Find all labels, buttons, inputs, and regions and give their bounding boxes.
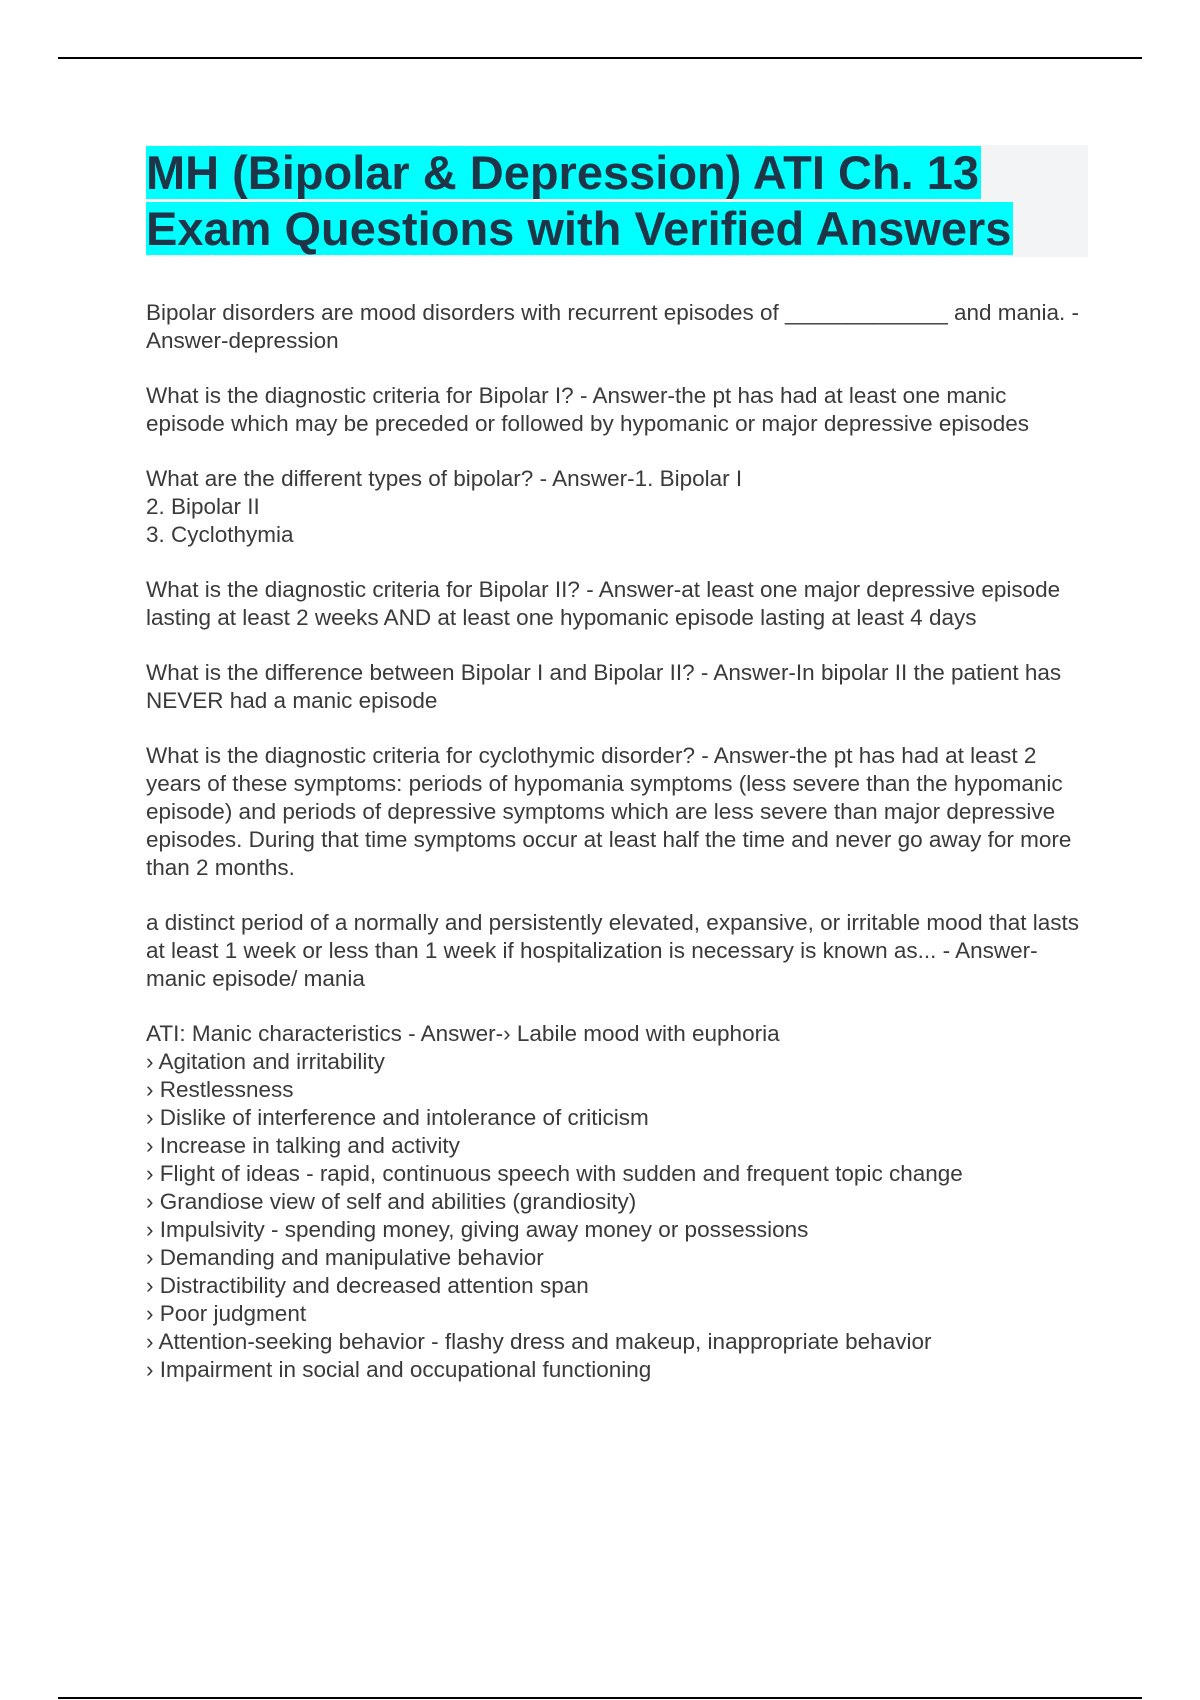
manic-characteristics (146, 1020, 1088, 1384)
manic-line: › Dislike of interference and intolerance of criticism (146, 1105, 649, 1130)
title-line-1: MH (Bipolar & Depression) ATI Ch. 13 (146, 146, 980, 199)
manic-line: › Flight of ideas - rapid, continuous speech with sudden and frequent topic change (146, 1161, 963, 1186)
document-body (146, 145, 1088, 1384)
top-rule (58, 57, 1142, 59)
manic-line: › Agitation and irritability (146, 1049, 385, 1074)
document-title (146, 145, 1088, 257)
title-line-2: Exam Questions with Verified Answers (146, 202, 1012, 255)
qa-item: What is the difference between Bipolar I and Bipolar II? - Answer-In bipolar II the patient has NEVER had a manic episode (146, 660, 1062, 713)
qa-item: What are the different types of bipolar? - Answer-1. Bipolar I 2. Bipolar II 3. Cyclothymia (146, 466, 743, 547)
manic-line: › Poor judgment (146, 1301, 307, 1326)
manic-line: › Increase in talking and activity (146, 1133, 460, 1158)
manic-line: › Attention-seeking behavior - flashy dress and makeup, inappropriate behavior (146, 1329, 932, 1354)
qa-item: Bipolar disorders are mood disorders with recurrent episodes of _____________ and mania. - Answer-depression (146, 300, 1080, 353)
qa-item: a distinct period of a normally and persistently elevated, expansive, or irritable mood that lasts at least 1 week or less than 1 week if hospitalization is necessary is known as... - Answer-manic episode/ mania (146, 910, 1079, 991)
manic-lead: ATI: Manic characteristics - Answer-› Labile mood with euphoria (146, 1021, 780, 1046)
manic-line: › Demanding and manipulative behavior (146, 1245, 544, 1270)
manic-line: › Grandiose view of self and abilities (grandiosity) (146, 1189, 637, 1214)
qa-item: What is the diagnostic criteria for Bipolar II? - Answer-at least one major depressive episode lasting at least 2 weeks AND at least one hypomanic episode lasting at least 4 days (146, 577, 1061, 630)
bottom-rule (58, 1697, 1142, 1699)
qa-item: What is the diagnostic criteria for cyclothymic disorder? - Answer-the pt has had at least 2 years of these symptoms: periods of hypomania symptoms (less severe than the hypomanic episode) and periods of depressive symptoms which are less severe than major depressive episodes. During that time symptoms occur at least half the time and never go away for more than 2 months. (146, 743, 1072, 880)
manic-line: › Restlessness (146, 1077, 294, 1102)
qa-item: What is the diagnostic criteria for Bipolar I? - Answer-the pt has had at least one manic episode which may be preceded or followed by hypomanic or major depressive episodes (146, 383, 1029, 436)
manic-line: › Distractibility and decreased attention span (146, 1273, 589, 1298)
manic-line: › Impairment in social and occupational functioning (146, 1357, 652, 1382)
title-block (146, 145, 1088, 257)
manic-line: › Impulsivity - spending money, giving away money or possessions (146, 1217, 809, 1242)
